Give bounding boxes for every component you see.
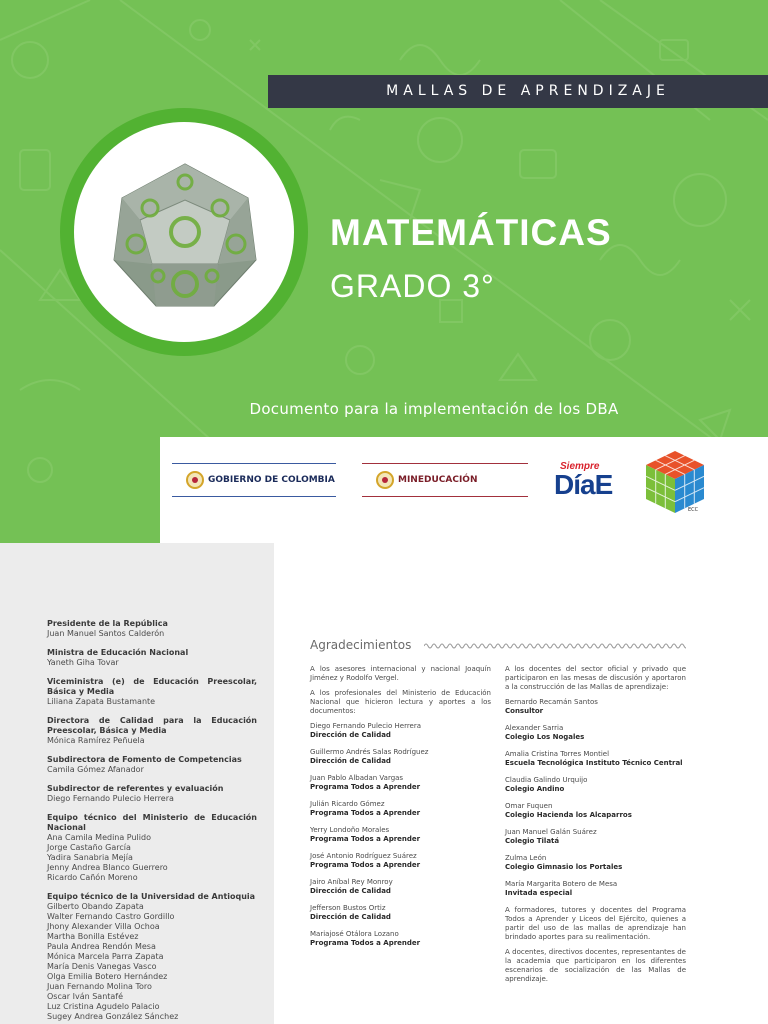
- credit-name: Oscar Iván Santafé: [47, 992, 124, 1001]
- series-title: MALLAS DE APRENDIZAJE: [386, 83, 670, 99]
- credit-block: [47, 892, 257, 1022]
- ack-entry: [310, 800, 491, 818]
- ack-entry: [505, 828, 686, 846]
- document-description: Documento para la implementación de los DBA: [249, 400, 619, 418]
- siempre-dia-e-logo: [552, 459, 624, 499]
- ack-affiliation: Colegio Los Nogales: [505, 733, 585, 741]
- credit-name: Juan Manuel Santos Calderón: [47, 629, 165, 638]
- credit-name: Walter Fernando Castro Gordillo: [47, 912, 175, 921]
- credit-name: María Denis Vanegas Vasco: [47, 962, 157, 971]
- mineducacion-logo-text: MINEDUCACIÓN: [398, 475, 478, 485]
- credit-name: Olga Emilia Botero Hernández: [47, 972, 168, 981]
- ack-name: Mariajosé Otálora Lozano: [310, 930, 399, 938]
- acknowledgements-header: [310, 638, 686, 654]
- credit-name: Martha Bonilla Estévez: [47, 932, 139, 941]
- ack-entry: [505, 802, 686, 820]
- subject-title: MATEMÁTICAS: [330, 212, 612, 253]
- acknowledgements-right-column: [505, 665, 686, 990]
- ack-entry: [505, 724, 686, 742]
- credit-name: Juan Fernando Molina Toro: [47, 982, 152, 991]
- credit-name: Diego Fernando Pulecio Herrera: [47, 794, 174, 803]
- credit-name: Luz Cristina Agudelo Palacio: [47, 1002, 160, 1011]
- series-band: [268, 75, 768, 108]
- cube-logo: [644, 449, 706, 515]
- ack-name: José Antonio Rodríguez Suárez: [310, 852, 417, 860]
- credit-role: Directora de Calidad para la Educación Preescolar, Básica y Media: [47, 716, 257, 735]
- credit-name: Yaneth Giha Tovar: [47, 658, 119, 667]
- credit-name: Camila Gómez Afanador: [47, 765, 144, 774]
- credit-name: Gilberto Obando Zapata: [47, 902, 144, 911]
- dodecahedron-illustration: [110, 160, 260, 310]
- ack-name: Guillermo Andrés Salas Rodríguez: [310, 748, 429, 756]
- colombia-seal-icon: [186, 471, 204, 489]
- acknowledgements-left-column: [310, 665, 491, 956]
- credit-block: [47, 648, 257, 668]
- ack-entry: [310, 826, 491, 844]
- siempre-text: Siempre: [560, 461, 600, 472]
- ack-entry: [310, 878, 491, 896]
- ack-entry: [505, 776, 686, 794]
- ack-name: Juan Manuel Galán Suárez: [505, 828, 597, 836]
- colombia-seal-icon: [376, 471, 394, 489]
- ack-paragraph: A formadores, tutores y docentes del Programa Todos a Aprender y Liceos del Ejército, quienes a partir del uso de las mallas de aprendizaje han brindado aportes para su realimentación.: [505, 906, 686, 941]
- ack-affiliation: Programa Todos a Aprender: [310, 939, 421, 947]
- credit-role: Equipo técnico del Ministerio de Educación Nacional: [47, 813, 257, 832]
- ack-affiliation: Colegio Andino: [505, 785, 565, 793]
- credit-block: [47, 755, 257, 775]
- ack-name: Zulma León: [505, 854, 547, 862]
- ack-paragraph: A docentes, directivos docentes, representantes de la academia que participaron en los diferentes escenarios de socialización de las Mallas de aprendizaje.: [505, 948, 686, 983]
- credit-role: Viceministra (e) de Educación Preescolar, Básica y Media: [47, 677, 257, 696]
- ack-name: Jefferson Bustos Ortiz: [310, 904, 386, 912]
- ack-paragraph: A los asesores internacional y nacional Joaquín Jiménez y Rodolfo Vergel.: [310, 665, 491, 682]
- credit-role: Subdirectora de Fomento de Competencias: [47, 755, 242, 764]
- ack-name: Claudia Galindo Urquijo: [505, 776, 588, 784]
- ack-affiliation: Programa Todos a Aprender: [310, 861, 421, 869]
- ack-entry: [505, 750, 686, 768]
- credit-name: Ana Camila Medina Pulido: [47, 833, 151, 842]
- ack-paragraph: A los profesionales del Ministerio de Educación Nacional que hicieron lectura y aportes a los documentos:: [310, 689, 491, 715]
- ack-affiliation: Dirección de Calidad: [310, 757, 391, 765]
- gobierno-logo-text: GOBIERNO DE COLOMBIA: [208, 475, 335, 485]
- credit-name: Sugey Andrea González Sánchez: [47, 1012, 179, 1021]
- ack-affiliation: Dirección de Calidad: [310, 887, 391, 895]
- credit-role: Ministra de Educación Nacional: [47, 648, 189, 657]
- ack-affiliation: Colegio Gimnasio los Portales: [505, 863, 623, 871]
- ack-entry: [310, 722, 491, 740]
- dia-e-text: DíaE: [554, 469, 613, 500]
- credit-block: [47, 813, 257, 883]
- grade-title: GRADO 3°: [330, 268, 495, 304]
- credits-list: [47, 619, 257, 1024]
- ack-name: Juan Pablo Albadan Vargas: [310, 774, 404, 782]
- ack-affiliation: Invitada especial: [505, 889, 573, 897]
- ack-entry: [310, 748, 491, 766]
- ack-affiliation: Programa Todos a Aprender: [310, 783, 421, 791]
- ack-name: Omar Fuquen: [505, 802, 553, 810]
- logo-strip: [160, 437, 768, 543]
- credit-name: Ricardo Cañón Moreno: [47, 873, 138, 882]
- ack-entry: [310, 852, 491, 870]
- ack-affiliation: Programa Todos a Aprender: [310, 835, 421, 843]
- ack-entry: [505, 854, 686, 872]
- ack-name: Jairo Aníbal Rey Monroy: [310, 878, 393, 886]
- gobierno-logo: [172, 463, 336, 497]
- ack-name: Bernardo Recamán Santos: [505, 698, 598, 706]
- ack-affiliation: Escuela Tecnológica Instituto Técnico Central: [505, 759, 683, 767]
- ack-entry: [310, 904, 491, 922]
- credit-name: Jorge Castaño García: [47, 843, 131, 852]
- mineducacion-logo: [362, 463, 528, 497]
- credit-name: Mónica Ramírez Peñuela: [47, 736, 145, 745]
- credit-role: Subdirector de referentes y evaluación: [47, 784, 224, 793]
- credit-name: Paula Andrea Rendón Mesa: [47, 942, 156, 951]
- ack-entry: [505, 880, 686, 898]
- ack-name: María Margarita Botero de Mesa: [505, 880, 618, 888]
- ack-affiliation: Dirección de Calidad: [310, 731, 391, 739]
- ack-affiliation: Colegio Hacienda los Alcaparros: [505, 811, 632, 819]
- ack-name: Julián Ricardo Gómez: [310, 800, 385, 808]
- ack-name: Yerry Londoño Morales: [310, 826, 390, 834]
- credit-block: [47, 677, 257, 707]
- ack-entry: [505, 698, 686, 716]
- credit-block: [47, 784, 257, 804]
- ack-paragraph: A los docentes del sector oficial y privado que participaron en las mesas de discusión y aportaron a la construcción de las Mallas de aprendizaje:: [505, 665, 686, 691]
- acknowledgements-title: Agradecimientos: [310, 638, 412, 652]
- ack-affiliation: Dirección de Calidad: [310, 913, 391, 921]
- ack-entry: [310, 774, 491, 792]
- ack-affiliation: Programa Todos a Aprender: [310, 809, 421, 817]
- credit-role: Equipo técnico de la Universidad de Antioquia: [47, 892, 256, 901]
- ack-entry: [310, 930, 491, 948]
- credit-block: [47, 716, 257, 746]
- credit-name: Jhony Alexander Villa Ochoa: [47, 922, 160, 931]
- ack-name: Amalia Cristina Torres Montiel: [505, 750, 610, 758]
- ack-name: Alexander Sarria: [505, 724, 564, 732]
- ack-affiliation: Colegio Tilatá: [505, 837, 560, 845]
- credit-name: Mónica Marcela Parra Zapata: [47, 952, 164, 961]
- credit-block: [47, 619, 257, 639]
- cube-logo-text: ECC: [688, 507, 699, 513]
- credit-name: Jenny Andrea Blanco Guerrero: [47, 863, 168, 872]
- credit-name: Liliana Zapata Bustamante: [47, 697, 156, 706]
- credit-name: Yadira Sanabria Mejía: [47, 853, 133, 862]
- ack-affiliation: Consultor: [505, 707, 544, 715]
- ack-name: Diego Fernando Pulecio Herrera: [310, 722, 422, 730]
- credit-role: Presidente de la República: [47, 619, 168, 628]
- wave-divider: [424, 641, 686, 651]
